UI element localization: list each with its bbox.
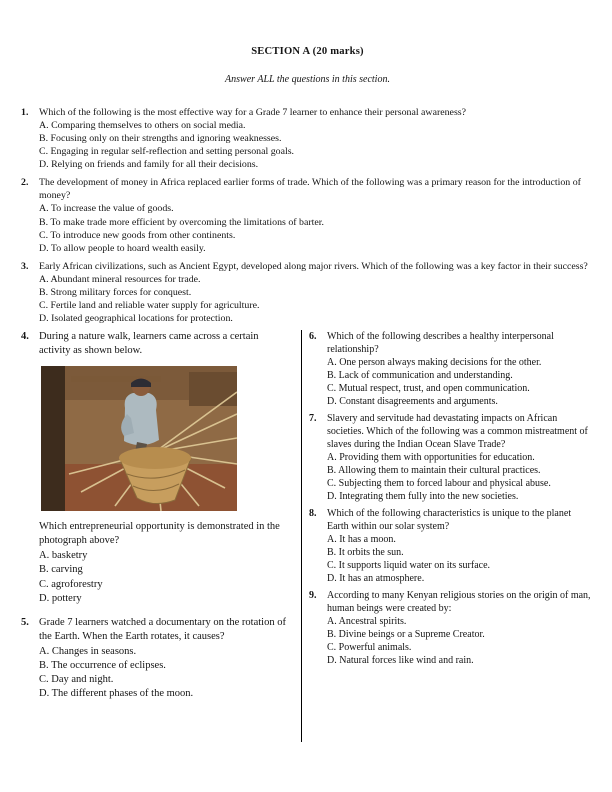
option: C. Engaging in regular self-reflection and setting personal goals. [39,146,295,158]
question-followup-text: Which entrepreneurial opportunity is demonstrated in the photograph above? [39,520,280,546]
option: B. Strong military forces for conquest. [39,286,192,298]
question-text: During a nature walk, learners came across a certain activity as shown below. [39,331,259,357]
option: C. Powerful animals. [327,642,412,653]
question-number: 5. [21,617,29,629]
question-number: 6. [309,331,317,342]
option: B. It orbits the sun. [327,547,404,558]
question-text: Which of the following characteristics is unique to the planet Earth within our solar system? [327,508,572,532]
section-title: SECTION A (20 marks) [251,46,364,57]
question-text: Early African civilizations, such as Ancient Egypt, developed along major rivers. Which of the following was a key factor in their success? [39,260,588,272]
option: C. Mutual respect, trust, and open communication. [327,383,530,394]
option: A. To increase the value of goods. [39,203,174,215]
question-number: 4. [21,331,29,342]
page-header [21,46,594,85]
question-number: 7. [309,413,317,424]
two-column-section [21,330,594,742]
question-text: Grade 7 learners watched a documentary on the rotation of the Earth. When the Earth rotates, it causes? [39,617,286,643]
option: D. Isolated geographical locations for protection. [39,312,233,324]
option: A. Changes in seasons. [39,645,137,657]
option: C. Subjecting them to forced labour and physical abuse. [327,478,551,489]
question-9 [309,589,594,667]
option: A. basketry [39,550,88,562]
option: D. Natural forces like wind and rain. [327,655,474,666]
option: B. carving [39,564,83,576]
option: A. Providing them with opportunities for education. [327,452,535,463]
option: D. It has an atmosphere. [327,573,425,584]
question-1 [21,106,594,171]
question-7 [309,412,594,503]
option: C. Day and night. [39,674,114,686]
option: A. Comparing themselves to others on social media. [39,120,246,132]
question-number: 3. [21,260,29,272]
basket-weaving-photo [41,366,237,511]
question-body [39,330,291,606]
question-text: Slavery and servitude had devastating impacts on African societies. Which of the following was a common mistreatment of slaves during the Indian Ocean Slave Trade? [327,413,588,450]
question-body [39,176,594,254]
question-number: 2. [21,177,29,189]
option: B. Divine beings or a Supreme Creator. [327,629,485,640]
question-5 [21,616,291,702]
right-column [301,330,594,742]
question-body [327,507,594,585]
question-body [39,616,291,702]
option: B. The occurrence of eclipses. [39,659,166,671]
option: C. agroforestry [39,578,103,590]
question-body [327,412,594,503]
option: A. Abundant mineral resources for trade. [39,273,201,285]
option: D. To allow people to hoard wealth easily. [39,242,206,254]
option: C. It supports liquid water on its surface. [327,560,491,571]
option: B. Lack of communication and understanding. [327,370,513,381]
question-body [327,589,594,667]
question-body [39,260,594,325]
option: D. pottery [39,592,82,604]
question-number: 1. [21,107,29,118]
section-instruction: Answer ALL the questions in this section. [225,74,390,85]
option: D. Constant disagreements and arguments. [327,396,498,407]
option: C. Fertile land and reliable water supply for agriculture. [39,299,260,311]
question-6 [309,330,594,408]
question-8 [309,507,594,585]
question-body [327,330,594,408]
question-3 [21,260,594,325]
option: B. Focusing only on their strengths and ignoring weaknesses. [39,133,282,145]
question-text: The development of money in Africa replaced earlier forms of trade. Which of the following was a primary reason for the introduction of money? [39,177,581,202]
option: A. It has a moon. [327,534,396,545]
full-width-questions [21,106,594,325]
question-4 [21,330,291,606]
option: D. The different phases of the moon. [39,688,194,700]
question-body [39,106,594,171]
option: B. To make trade more efficient by overcoming the limitations of barter. [39,216,324,228]
option: A. Ancestral spirits. [327,616,407,627]
left-column [21,330,301,742]
option: D. Integrating them fully into the new societies. [327,491,519,502]
question-text: Which of the following is the most effective way for a Grade 7 learner to enhance their personal awareness? [39,107,467,118]
question-number: 9. [309,590,317,601]
question-text: According to many Kenyan religious stories on the origin of man, human beings were created by: [327,590,591,614]
option: C. To introduce new goods from other continents. [39,229,236,241]
question-2 [21,176,594,254]
option: B. Allowing them to maintain their cultural practices. [327,465,541,476]
option: D. Relying on friends and family for all their decisions. [39,159,259,171]
question-number: 8. [309,508,317,519]
option: A. One person always making decisions for the other. [327,357,542,368]
question-text: Which of the following describes a healthy interpersonal relationship? [327,331,554,355]
